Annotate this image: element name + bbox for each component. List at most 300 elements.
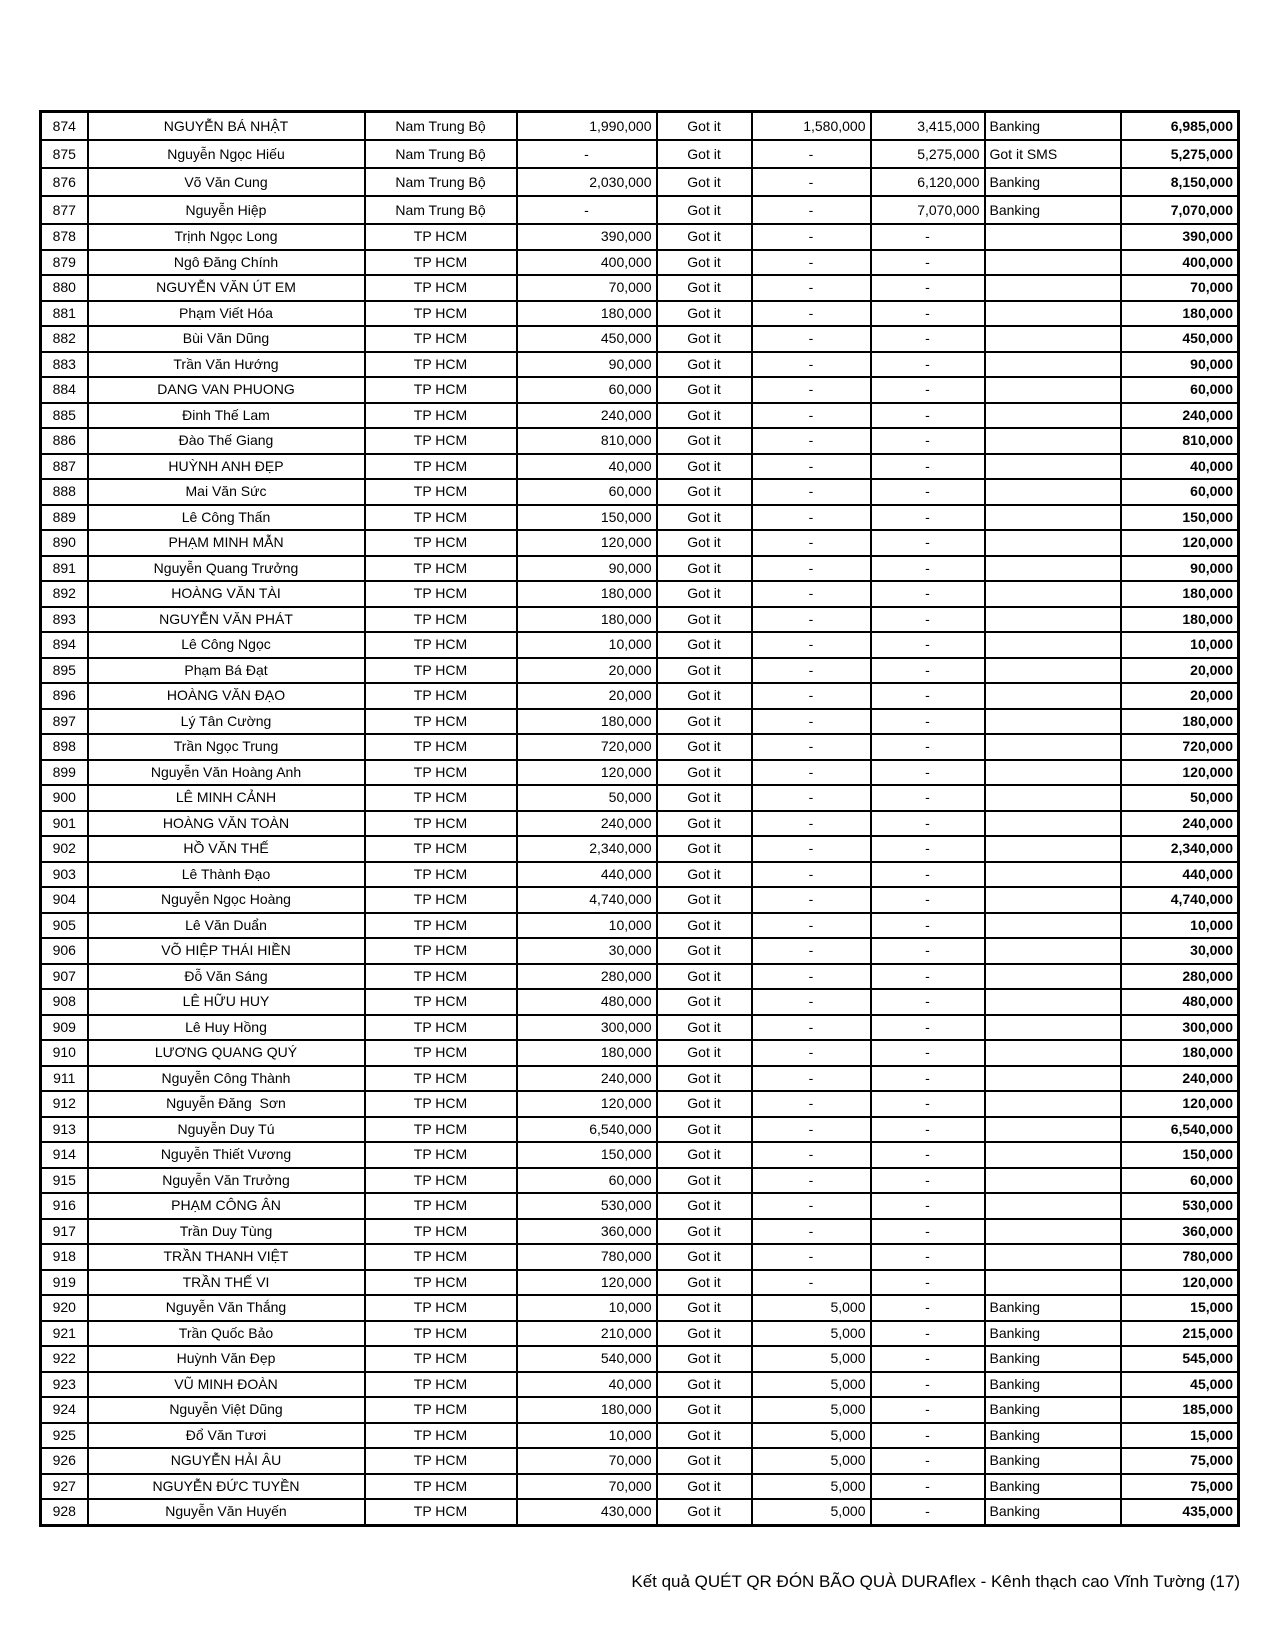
cell-name: Đổ Văn Tươi — [88, 1423, 365, 1449]
cell-total: 5,275,000 — [1121, 140, 1239, 168]
cell-status: Got it — [657, 964, 752, 990]
cell-region: TP HCM — [365, 938, 517, 964]
cell-qr-gift-amount: 280,000 — [517, 964, 657, 990]
cell-bonus-amount: - — [752, 632, 871, 658]
cell-status: Got it — [657, 785, 752, 811]
cell-name: Đinh Thế Lam — [88, 403, 365, 429]
cell-jackpot-amount: - — [871, 275, 985, 301]
cell-jackpot-amount: - — [871, 734, 985, 760]
table-row — [41, 301, 1239, 327]
cell-stt: 876 — [41, 168, 88, 196]
cell-name: Nguyễn Ngọc Hoàng — [88, 887, 365, 913]
cell-total: 360,000 — [1121, 1219, 1239, 1245]
table-row — [41, 1091, 1239, 1117]
cell-region: TP HCM — [365, 683, 517, 709]
cell-payment-method — [985, 607, 1121, 633]
cell-jackpot-amount: - — [871, 964, 985, 990]
cell-payment-method — [985, 581, 1121, 607]
cell-payment-method — [985, 632, 1121, 658]
cell-bonus-amount: - — [752, 530, 871, 556]
cell-status: Got it — [657, 581, 752, 607]
cell-total: 7,070,000 — [1121, 196, 1239, 224]
cell-name: VŨ MINH ĐOÀN — [88, 1372, 365, 1398]
cell-qr-gift-amount: 120,000 — [517, 1270, 657, 1296]
cell-payment-method: Got it SMS — [985, 140, 1121, 168]
cell-bonus-amount: - — [752, 250, 871, 276]
cell-total: 240,000 — [1121, 811, 1239, 837]
cell-bonus-amount: 1,580,000 — [752, 112, 871, 141]
cell-qr-gift-amount: 2,340,000 — [517, 836, 657, 862]
table-row — [41, 224, 1239, 250]
cell-status: Got it — [657, 1168, 752, 1194]
cell-region: TP HCM — [365, 1219, 517, 1245]
table-row — [41, 1448, 1239, 1474]
cell-region: TP HCM — [365, 1244, 517, 1270]
cell-region: TP HCM — [365, 1142, 517, 1168]
cell-jackpot-amount: - — [871, 581, 985, 607]
cell-bonus-amount: 5,000 — [752, 1499, 871, 1525]
cell-stt: 891 — [41, 556, 88, 582]
cell-qr-gift-amount: 4,740,000 — [517, 887, 657, 913]
cell-qr-gift-amount: 240,000 — [517, 1066, 657, 1092]
cell-payment-method: Banking — [985, 1499, 1121, 1525]
cell-total: 75,000 — [1121, 1448, 1239, 1474]
table-row — [41, 454, 1239, 480]
cell-payment-method — [985, 836, 1121, 862]
cell-name: Trần Ngọc Trung — [88, 734, 365, 760]
cell-name: Phạm Viết Hóa — [88, 301, 365, 327]
table-row — [41, 479, 1239, 505]
cell-qr-gift-amount: 180,000 — [517, 709, 657, 735]
cell-bonus-amount: - — [752, 556, 871, 582]
cell-qr-gift-amount: 10,000 — [517, 913, 657, 939]
cell-jackpot-amount: - — [871, 479, 985, 505]
cell-status: Got it — [657, 168, 752, 196]
cell-status: Got it — [657, 632, 752, 658]
cell-total: 70,000 — [1121, 275, 1239, 301]
cell-bonus-amount: - — [752, 709, 871, 735]
table-row — [41, 811, 1239, 837]
cell-qr-gift-amount: 120,000 — [517, 530, 657, 556]
cell-jackpot-amount: - — [871, 989, 985, 1015]
cell-total: 810,000 — [1121, 428, 1239, 454]
cell-region: TP HCM — [365, 607, 517, 633]
cell-name: Trần Văn Hướng — [88, 352, 365, 378]
table-row — [41, 1295, 1239, 1321]
cell-payment-method — [985, 403, 1121, 429]
cell-name: Võ Văn Cung — [88, 168, 365, 196]
cell-qr-gift-amount: 40,000 — [517, 454, 657, 480]
cell-stt: 879 — [41, 250, 88, 276]
cell-jackpot-amount: - — [871, 1295, 985, 1321]
table-row — [41, 683, 1239, 709]
cell-payment-method — [985, 1219, 1121, 1245]
table-row — [41, 887, 1239, 913]
cell-status: Got it — [657, 1066, 752, 1092]
cell-payment-method: Banking — [985, 1346, 1121, 1372]
cell-qr-gift-amount: 120,000 — [517, 760, 657, 786]
cell-stt: 889 — [41, 505, 88, 531]
cell-total: 10,000 — [1121, 632, 1239, 658]
cell-qr-gift-amount: 240,000 — [517, 403, 657, 429]
cell-total: 15,000 — [1121, 1295, 1239, 1321]
cell-bonus-amount: - — [752, 607, 871, 633]
cell-status: Got it — [657, 1397, 752, 1423]
cell-name: Nguyễn Duy Tú — [88, 1117, 365, 1143]
cell-bonus-amount: - — [752, 1015, 871, 1041]
cell-status: Got it — [657, 377, 752, 403]
cell-bonus-amount: - — [752, 734, 871, 760]
cell-bonus-amount: - — [752, 428, 871, 454]
cell-jackpot-amount: - — [871, 811, 985, 837]
cell-jackpot-amount: - — [871, 683, 985, 709]
cell-qr-gift-amount: 480,000 — [517, 989, 657, 1015]
cell-region: TP HCM — [365, 785, 517, 811]
cell-status: Got it — [657, 1346, 752, 1372]
cell-bonus-amount: - — [752, 811, 871, 837]
cell-name: Phạm Bá Đạt — [88, 658, 365, 684]
cell-payment-method — [985, 1117, 1121, 1143]
cell-region: TP HCM — [365, 913, 517, 939]
cell-bonus-amount: - — [752, 1117, 871, 1143]
cell-payment-method — [985, 1168, 1121, 1194]
cell-name: Bùi Văn Dũng — [88, 326, 365, 352]
cell-stt: 887 — [41, 454, 88, 480]
cell-qr-gift-amount: 150,000 — [517, 505, 657, 531]
cell-status: Got it — [657, 196, 752, 224]
cell-qr-gift-amount: 150,000 — [517, 1142, 657, 1168]
cell-status: Got it — [657, 112, 752, 141]
table-row — [41, 581, 1239, 607]
cell-stt: 913 — [41, 1117, 88, 1143]
cell-status: Got it — [657, 1372, 752, 1398]
cell-region: TP HCM — [365, 250, 517, 276]
cell-region: TP HCM — [365, 352, 517, 378]
cell-name: Huỳnh Văn Đẹp — [88, 1346, 365, 1372]
results-table-body — [41, 112, 1239, 1526]
cell-name: Nguyễn Văn Thắng — [88, 1295, 365, 1321]
cell-bonus-amount: - — [752, 964, 871, 990]
cell-total: 30,000 — [1121, 938, 1239, 964]
cell-qr-gift-amount: 180,000 — [517, 1397, 657, 1423]
table-row — [41, 709, 1239, 735]
cell-jackpot-amount: - — [871, 938, 985, 964]
cell-bonus-amount: - — [752, 140, 871, 168]
cell-status: Got it — [657, 1193, 752, 1219]
table-row — [41, 1015, 1239, 1041]
cell-total: 545,000 — [1121, 1346, 1239, 1372]
cell-name: Lê Công Ngọc — [88, 632, 365, 658]
cell-qr-gift-amount: 210,000 — [517, 1321, 657, 1347]
cell-bonus-amount: - — [752, 377, 871, 403]
cell-bonus-amount: - — [752, 505, 871, 531]
table-row — [41, 1372, 1239, 1398]
cell-jackpot-amount: - — [871, 1040, 985, 1066]
cell-status: Got it — [657, 1040, 752, 1066]
cell-qr-gift-amount: 300,000 — [517, 1015, 657, 1041]
cell-name: NGUYỄN HẢI ÂU — [88, 1448, 365, 1474]
cell-name: Nguyễn Văn Hoàng Anh — [88, 760, 365, 786]
cell-stt: 911 — [41, 1066, 88, 1092]
cell-stt: 914 — [41, 1142, 88, 1168]
cell-status: Got it — [657, 1270, 752, 1296]
cell-jackpot-amount: - — [871, 1448, 985, 1474]
cell-stt: 897 — [41, 709, 88, 735]
cell-bonus-amount: - — [752, 403, 871, 429]
page-footer: Kết quả QUÉT QR ĐÓN BÃO QUÀ DURAflex - Kênh thạch cao Vĩnh Tường (17) — [631, 1572, 1240, 1591]
cell-bonus-amount: - — [752, 196, 871, 224]
cell-total: 215,000 — [1121, 1321, 1239, 1347]
cell-region: TP HCM — [365, 1270, 517, 1296]
cell-payment-method — [985, 862, 1121, 888]
cell-jackpot-amount: - — [871, 1346, 985, 1372]
table-row — [41, 556, 1239, 582]
cell-qr-gift-amount: 70,000 — [517, 275, 657, 301]
cell-jackpot-amount: - — [871, 658, 985, 684]
cell-jackpot-amount: - — [871, 1397, 985, 1423]
cell-qr-gift-amount: 430,000 — [517, 1499, 657, 1525]
cell-jackpot-amount: - — [871, 1321, 985, 1347]
table-row — [41, 1474, 1239, 1500]
cell-status: Got it — [657, 1244, 752, 1270]
cell-region: TP HCM — [365, 1397, 517, 1423]
table-row — [41, 1040, 1239, 1066]
cell-bonus-amount: - — [752, 1244, 871, 1270]
cell-bonus-amount: - — [752, 1168, 871, 1194]
cell-payment-method — [985, 913, 1121, 939]
cell-bonus-amount: 5,000 — [752, 1423, 871, 1449]
cell-stt: 877 — [41, 196, 88, 224]
cell-payment-method: Banking — [985, 196, 1121, 224]
cell-jackpot-amount: - — [871, 1219, 985, 1245]
cell-region: TP HCM — [365, 1040, 517, 1066]
cell-name: Nguyễn Quang Trưởng — [88, 556, 365, 582]
cell-name: NGUYỄN ĐỨC TUYỀN — [88, 1474, 365, 1500]
cell-total: 150,000 — [1121, 505, 1239, 531]
cell-region: TP HCM — [365, 989, 517, 1015]
cell-payment-method — [985, 377, 1121, 403]
cell-status: Got it — [657, 1219, 752, 1245]
cell-qr-gift-amount: 180,000 — [517, 301, 657, 327]
cell-total: 120,000 — [1121, 1091, 1239, 1117]
cell-payment-method — [985, 479, 1121, 505]
cell-bonus-amount: - — [752, 168, 871, 196]
cell-stt: 924 — [41, 1397, 88, 1423]
cell-jackpot-amount: - — [871, 505, 985, 531]
cell-region: TP HCM — [365, 224, 517, 250]
cell-region: TP HCM — [365, 709, 517, 735]
cell-jackpot-amount: - — [871, 250, 985, 276]
cell-jackpot-amount: - — [871, 224, 985, 250]
cell-bonus-amount: - — [752, 913, 871, 939]
cell-bonus-amount: 5,000 — [752, 1448, 871, 1474]
cell-stt: 875 — [41, 140, 88, 168]
table-row — [41, 1321, 1239, 1347]
cell-jackpot-amount: 6,120,000 — [871, 168, 985, 196]
cell-qr-gift-amount: 6,540,000 — [517, 1117, 657, 1143]
table-row — [41, 1168, 1239, 1194]
results-table — [39, 110, 1240, 1527]
cell-total: 480,000 — [1121, 989, 1239, 1015]
table-row — [41, 505, 1239, 531]
cell-jackpot-amount: - — [871, 785, 985, 811]
cell-stt: 907 — [41, 964, 88, 990]
cell-qr-gift-amount: - — [517, 140, 657, 168]
cell-region: TP HCM — [365, 403, 517, 429]
cell-region: TP HCM — [365, 1015, 517, 1041]
cell-payment-method — [985, 683, 1121, 709]
table-row — [41, 1219, 1239, 1245]
cell-stt: 892 — [41, 581, 88, 607]
cell-name: HOÀNG VĂN ĐẠO — [88, 683, 365, 709]
cell-status: Got it — [657, 913, 752, 939]
cell-qr-gift-amount: 180,000 — [517, 1040, 657, 1066]
cell-total: 50,000 — [1121, 785, 1239, 811]
table-row — [41, 352, 1239, 378]
cell-status: Got it — [657, 556, 752, 582]
cell-stt: 895 — [41, 658, 88, 684]
cell-jackpot-amount: - — [871, 607, 985, 633]
cell-payment-method: Banking — [985, 1474, 1121, 1500]
cell-region: TP HCM — [365, 1193, 517, 1219]
cell-qr-gift-amount: 400,000 — [517, 250, 657, 276]
cell-stt: 917 — [41, 1219, 88, 1245]
cell-total: 450,000 — [1121, 326, 1239, 352]
table-row — [41, 112, 1239, 141]
cell-payment-method — [985, 1040, 1121, 1066]
cell-stt: 918 — [41, 1244, 88, 1270]
cell-status: Got it — [657, 1448, 752, 1474]
table-row — [41, 1270, 1239, 1296]
table-row — [41, 530, 1239, 556]
table-row — [41, 1423, 1239, 1449]
cell-name: Nguyễn Công Thành — [88, 1066, 365, 1092]
cell-qr-gift-amount: 450,000 — [517, 326, 657, 352]
cell-total: 90,000 — [1121, 556, 1239, 582]
cell-payment-method: Banking — [985, 1295, 1121, 1321]
cell-qr-gift-amount: 240,000 — [517, 811, 657, 837]
cell-region: TP HCM — [365, 581, 517, 607]
table-row — [41, 428, 1239, 454]
cell-region: TP HCM — [365, 428, 517, 454]
table-row — [41, 403, 1239, 429]
cell-bonus-amount: - — [752, 683, 871, 709]
cell-region: TP HCM — [365, 632, 517, 658]
cell-jackpot-amount: - — [871, 1499, 985, 1525]
cell-qr-gift-amount: 50,000 — [517, 785, 657, 811]
cell-region: TP HCM — [365, 301, 517, 327]
cell-total: 180,000 — [1121, 581, 1239, 607]
cell-name: HỒ VĂN THẾ — [88, 836, 365, 862]
cell-bonus-amount: 5,000 — [752, 1474, 871, 1500]
cell-total: 180,000 — [1121, 301, 1239, 327]
cell-status: Got it — [657, 403, 752, 429]
cell-name: Nguyễn Ngọc Hiếu — [88, 140, 365, 168]
cell-bonus-amount: - — [752, 989, 871, 1015]
table-row — [41, 250, 1239, 276]
cell-qr-gift-amount: 10,000 — [517, 632, 657, 658]
cell-payment-method — [985, 250, 1121, 276]
cell-name: PHẠM CÔNG ÂN — [88, 1193, 365, 1219]
cell-payment-method — [985, 1015, 1121, 1041]
cell-payment-method — [985, 454, 1121, 480]
table-row — [41, 989, 1239, 1015]
cell-jackpot-amount: - — [871, 887, 985, 913]
cell-status: Got it — [657, 1117, 752, 1143]
cell-stt: 886 — [41, 428, 88, 454]
cell-stt: 921 — [41, 1321, 88, 1347]
cell-jackpot-amount: - — [871, 428, 985, 454]
cell-total: 530,000 — [1121, 1193, 1239, 1219]
cell-payment-method — [985, 658, 1121, 684]
cell-stt: 898 — [41, 734, 88, 760]
cell-total: 400,000 — [1121, 250, 1239, 276]
cell-name: Trần Quốc Bảo — [88, 1321, 365, 1347]
table-row — [41, 938, 1239, 964]
cell-region: TP HCM — [365, 1066, 517, 1092]
table-row — [41, 1397, 1239, 1423]
cell-total: 8,150,000 — [1121, 168, 1239, 196]
cell-total: 180,000 — [1121, 1040, 1239, 1066]
cell-name: Lê Thành Đạo — [88, 862, 365, 888]
cell-qr-gift-amount: 90,000 — [517, 352, 657, 378]
cell-payment-method: Banking — [985, 1423, 1121, 1449]
cell-jackpot-amount: - — [871, 530, 985, 556]
cell-status: Got it — [657, 607, 752, 633]
cell-total: 120,000 — [1121, 760, 1239, 786]
cell-stt: 888 — [41, 479, 88, 505]
table-row — [41, 326, 1239, 352]
cell-name: Nguyễn Thiết Vương — [88, 1142, 365, 1168]
cell-region: Nam Trung Bộ — [365, 140, 517, 168]
cell-jackpot-amount: 5,275,000 — [871, 140, 985, 168]
cell-region: TP HCM — [365, 964, 517, 990]
cell-region: TP HCM — [365, 1091, 517, 1117]
cell-jackpot-amount: - — [871, 1372, 985, 1398]
cell-qr-gift-amount: 180,000 — [517, 581, 657, 607]
table-row — [41, 836, 1239, 862]
cell-payment-method — [985, 301, 1121, 327]
cell-region: Nam Trung Bộ — [365, 168, 517, 196]
cell-qr-gift-amount: 440,000 — [517, 862, 657, 888]
cell-stt: 922 — [41, 1346, 88, 1372]
cell-status: Got it — [657, 140, 752, 168]
cell-status: Got it — [657, 1474, 752, 1500]
cell-payment-method — [985, 734, 1121, 760]
cell-jackpot-amount: 3,415,000 — [871, 112, 985, 141]
cell-bonus-amount: - — [752, 658, 871, 684]
cell-bonus-amount: - — [752, 862, 871, 888]
cell-region: TP HCM — [365, 811, 517, 837]
table-row — [41, 1244, 1239, 1270]
cell-stt: 909 — [41, 1015, 88, 1041]
cell-bonus-amount: 5,000 — [752, 1321, 871, 1347]
cell-total: 2,340,000 — [1121, 836, 1239, 862]
cell-region: TP HCM — [365, 1295, 517, 1321]
cell-total: 435,000 — [1121, 1499, 1239, 1525]
cell-total: 4,740,000 — [1121, 887, 1239, 913]
cell-status: Got it — [657, 1015, 752, 1041]
cell-total: 20,000 — [1121, 683, 1239, 709]
cell-jackpot-amount: - — [871, 760, 985, 786]
cell-bonus-amount: - — [752, 224, 871, 250]
cell-region: TP HCM — [365, 658, 517, 684]
cell-stt: 928 — [41, 1499, 88, 1525]
cell-total: 185,000 — [1121, 1397, 1239, 1423]
cell-jackpot-amount: - — [871, 403, 985, 429]
cell-payment-method — [985, 224, 1121, 250]
cell-status: Got it — [657, 224, 752, 250]
